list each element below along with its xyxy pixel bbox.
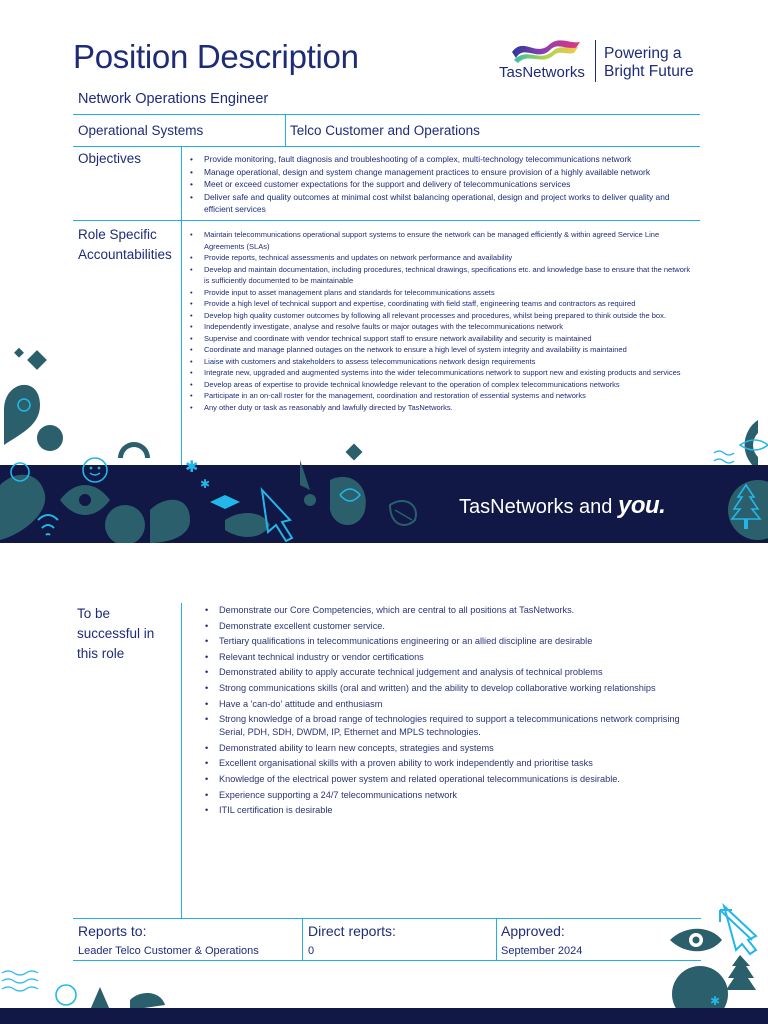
decorative-pattern-icon (710, 415, 768, 470)
team-label: Telco Customer and Operations (290, 123, 480, 138)
tagline-line-1: Powering a (604, 45, 682, 62)
objectives-label: Objectives (78, 151, 142, 166)
left-column-divider (181, 603, 182, 918)
svg-text:✱: ✱ (185, 457, 199, 476)
accountabilities-label-line-2: Accountabilities (78, 247, 172, 262)
list-item: • ITIL certification is desirable (201, 804, 691, 817)
list-item: • Deliver safe and quality outcomes at minimal cost whilst balancing operational, design and project works to deliver quality and efficient services (186, 191, 698, 216)
list-item: • Provide reports, technical assessments and updates on network performance and availability (186, 252, 696, 264)
brand-name: TasNetworks (499, 64, 585, 81)
brand-swoosh-icon (510, 38, 582, 64)
direct-reports-label: Direct reports: (308, 923, 396, 939)
footer-divider (496, 918, 497, 960)
reports-to-label: Reports to: (78, 923, 147, 939)
success-label-line-1: To be (77, 606, 111, 621)
eye-icon (660, 900, 768, 1008)
accountabilities-label (78, 225, 172, 265)
left-column-divider (181, 146, 182, 465)
footer-divider (302, 918, 303, 960)
accountabilities-top-rule (73, 220, 700, 221)
position-title: Network Operations Engineer (78, 91, 269, 107)
list-item: • Develop areas of expertise to provide technical knowledge relevant to the operation of complex telecommunications networks (186, 379, 696, 391)
list-item: • Meet or exceed customer expectations for the support and delivery of telecommunications services (186, 178, 698, 191)
decorative-pattern-icon (0, 440, 440, 543)
decorative-pattern-icon (0, 965, 170, 1010)
list-item: • Integrate new, upgraded and augmented systems into the wider telecommunications network to support new and existing products and services (186, 367, 696, 379)
list-item: • Knowledge of the electrical power system and related operational telecommunications is desirable. (201, 773, 691, 786)
success-label-line-3: this role (77, 646, 125, 661)
list-item: • Tertiary qualifications in telecommunications engineering or an allied discipline are desirable (201, 635, 691, 648)
division-divider (285, 114, 286, 146)
tree-icon (712, 465, 768, 543)
footer-top-rule (73, 918, 701, 919)
approved-value: September 2024 (501, 945, 583, 957)
list-item: • Supervise and coordinate with vendor technical support staff to ensure network availability and security is maintained (186, 333, 696, 345)
success-label (77, 604, 154, 664)
list-item: • Demonstrated ability to learn new concepts, strategies and systems (201, 742, 691, 755)
list-item: • Maintain telecommunications operational support systems to ensure the network can be managed efficiently & within agreed Service Line Agreements (SLAs) (186, 229, 696, 252)
list-item: • Demonstrate our Core Competencies, which are central to all positions at TasNetworks. (201, 604, 691, 617)
list-item: • Excellent organisational skills with a proven ability to work independently and prioritise tasks (201, 757, 691, 770)
list-item: • Have a 'can-do' attitude and enthusiasm (201, 698, 691, 711)
direct-reports-value: 0 (308, 945, 315, 957)
table-top-rule (73, 114, 700, 115)
list-item: • Coordinate and manage planned outages on the network to ensure a high level of system integrity and availability is maintained (186, 344, 696, 356)
list-item: • Develop high quality customer outcomes by following all relevant processes and procedures, whilst being prepared to think outside the box. (186, 310, 696, 322)
list-item: • Provide a high level of technical support and expertise, coordinating with field staff, engineering teams and contractors as required (186, 298, 696, 310)
bottom-band (0, 1008, 768, 1024)
banner-emphasis: you. (617, 492, 666, 519)
list-item: • Any other duty or task as reasonably and lawfully directed by TasNetworks. (186, 402, 696, 414)
list-item: • Develop and maintain documentation, including procedures, technical drawings, specifications etc. and knowledge base to ensure that the network is sufficiently documented to be maintainable (186, 264, 696, 287)
logo-divider (595, 40, 596, 82)
success-label-line-2: successful in (77, 626, 155, 641)
svg-text:✱: ✱ (710, 994, 721, 1008)
list-item: • Independently investigate, analyse and resolve faults or major outages with the telecommunications network (186, 321, 696, 333)
list-item: • Demonstrated ability to apply accurate technical judgement and analysis of technical problems (201, 666, 691, 679)
list-item: • Participate in an on-call roster for the management, coordination and restoration of essential systems and networks (186, 390, 696, 402)
banner-tagline (459, 492, 665, 520)
tagline-line-2: Bright Future (604, 63, 694, 80)
svg-text:✱: ✱ (200, 477, 211, 491)
approved-label: Approved: (501, 923, 565, 939)
list-item: • Experience supporting a 24/7 telecommunications network (201, 789, 691, 802)
list-item: • Provide input to asset management plans and standards for telecommunications assets (186, 287, 696, 299)
brand-tagline (604, 45, 694, 81)
list-item: • Strong communications skills (oral and written) and the ability to develop collaborative working relationships (201, 682, 691, 695)
accountabilities-label-line-1: Role Specific (78, 227, 157, 242)
list-item: • Provide monitoring, fault diagnosis and troubleshooting of a complex, multi-technology telecommunications network (186, 153, 698, 166)
accountabilities-list (186, 229, 696, 413)
list-item: • Demonstrate excellent customer service. (201, 620, 691, 633)
list-item: • Liaise with customers and stakeholders to assess telecommunications network design requirements (186, 356, 696, 368)
footer-bottom-rule (73, 960, 701, 961)
division-label: Operational Systems (78, 123, 204, 138)
success-list (201, 604, 691, 820)
objectives-top-rule (73, 146, 700, 147)
reports-to-value: Leader Telco Customer & Operations (78, 945, 259, 957)
list-item: • Manage operational, design and system change management practices to ensure provision of a highly available network (186, 166, 698, 179)
list-item: • Relevant technical industry or vendor certifications (201, 651, 691, 664)
banner-text: TasNetworks and (459, 496, 613, 518)
objectives-list (186, 153, 698, 216)
page-title: Position Description (73, 38, 359, 75)
list-item: • Strong knowledge of a broad range of technologies required to support a telecommunications network comprising Serial, PDH, SDH, DWDM, IP, Ethernet and MPLS technologies. (201, 713, 691, 739)
